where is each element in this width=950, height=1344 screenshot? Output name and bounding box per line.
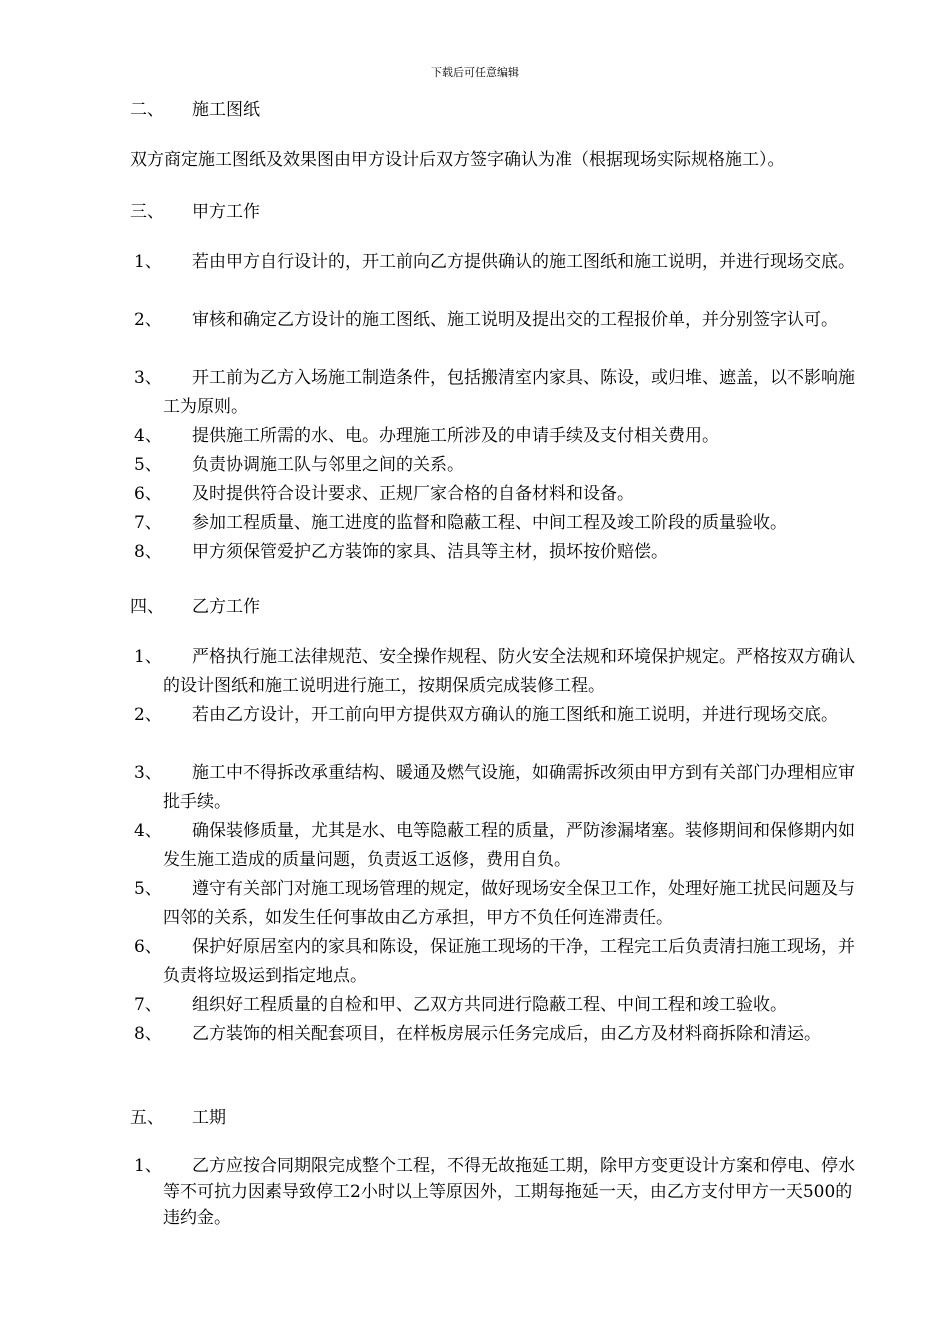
section-heading-party-a bbox=[130, 200, 260, 224]
item-number: 1、 bbox=[134, 1156, 162, 1176]
section-number: 二、 bbox=[130, 100, 164, 120]
item-number: 8、 bbox=[134, 542, 162, 562]
item-text: 开工前为乙方入场施工制造条件，包括搬清室内家具、陈设，或归堆、遮盖，以不影响施工为原则。 bbox=[163, 368, 855, 417]
item-text: 若由甲方自行设计的，开工前向乙方提供确认的施工图纸和施工说明，并进行现场交底。 bbox=[192, 252, 855, 272]
item-number: 6、 bbox=[134, 937, 162, 957]
section-number: 五、 bbox=[130, 1108, 164, 1128]
section-title: 乙方工作 bbox=[192, 597, 260, 617]
item-text: 组织好工程质量的自检和甲、乙双方共同进行隐蔽工程、中间工程和竣工验收。 bbox=[192, 995, 787, 1015]
item-number: 3、 bbox=[134, 368, 162, 388]
item-number: 2、 bbox=[134, 310, 162, 330]
item-number: 2、 bbox=[134, 705, 162, 725]
section-title: 施工图纸 bbox=[192, 100, 260, 120]
item-text: 乙方应按合同期限完成整个工程，不得无故拖延工期，除甲方变更设计方案和停电、停水等不可抗力因素导致停工2小时以上等原因外，工期每拖延一天，由乙方支付甲方一天500的违约金。 bbox=[163, 1156, 855, 1228]
item-text: 审核和确定乙方设计的施工图纸、施工说明及提出交的工程报价单，并分别签字认可。 bbox=[192, 310, 838, 330]
section-heading-drawings bbox=[130, 98, 260, 122]
item-number: 1、 bbox=[134, 252, 162, 272]
item-number: 5、 bbox=[134, 455, 162, 475]
item-number: 1、 bbox=[134, 647, 162, 667]
item-text: 若由乙方设计，开工前向甲方提供双方确认的施工图纸和施工说明，并进行现场交底。 bbox=[192, 705, 838, 725]
item-text: 乙方装饰的相关配套项目，在样板房展示任务完成后，由乙方及材料商拆除和清运。 bbox=[192, 1024, 821, 1044]
item-number: 6、 bbox=[134, 484, 162, 504]
section-title: 工期 bbox=[192, 1108, 226, 1128]
section-heading-schedule bbox=[130, 1106, 226, 1130]
item-text: 施工中不得拆改承重结构、暖通及燃气设施，如确需拆改须由甲方到有关部门办理相应审批手续。 bbox=[163, 763, 855, 812]
item-text: 负责协调施工队与邻里之间的关系。 bbox=[192, 455, 464, 475]
item-text: 及时提供符合设计要求、正规厂家合格的自备材料和设备。 bbox=[192, 484, 634, 504]
drawings-paragraph: 双方商定施工图纸及效果图由甲方设计后双方签字确认为准（根据现场实际规格施工）。 bbox=[130, 150, 785, 170]
item-text: 遵守有关部门对施工现场管理的规定，做好现场安全保卫工作，处理好施工扰民问题及与四邻的关系，如发生任何事故由乙方承担，甲方不负任何连滞责任。 bbox=[163, 879, 855, 928]
item-text: 甲方须保管爱护乙方装饰的家具、洁具等主材，损坏按价赔偿。 bbox=[192, 542, 668, 562]
page-header-note: 下载后可任意编辑 bbox=[431, 66, 519, 79]
item-number: 7、 bbox=[134, 513, 162, 533]
item-text: 参加工程质量、施工进度的监督和隐蔽工程、中间工程及竣工阶段的质量验收。 bbox=[192, 513, 787, 533]
item-number: 4、 bbox=[134, 426, 162, 446]
section-heading-party-b bbox=[130, 595, 260, 619]
item-number: 5、 bbox=[134, 879, 162, 899]
item-number: 3、 bbox=[134, 763, 162, 783]
item-text: 严格执行施工法律规范、安全操作规程、防火安全法规和环境保护规定。严格按双方确认的设计图纸和施工说明进行施工，按期保质完成装修工程。 bbox=[163, 647, 855, 696]
section-title: 甲方工作 bbox=[192, 202, 260, 222]
item-number: 4、 bbox=[134, 821, 162, 841]
item-number: 8、 bbox=[134, 1024, 162, 1044]
item-text: 保护好原居室内的家具和陈设，保证施工现场的干净，工程完工后负责清扫施工现场，并负责将垃圾运到指定地点。 bbox=[163, 937, 855, 986]
item-text: 确保装修质量，尤其是水、电等隐蔽工程的质量，严防渗漏堵塞。装修期间和保修期内如发生施工造成的质量问题，负责返工返修，费用自负。 bbox=[163, 821, 855, 870]
section-number: 四、 bbox=[130, 597, 164, 617]
item-number: 7、 bbox=[134, 995, 162, 1015]
section-number: 三、 bbox=[130, 202, 164, 222]
item-text: 提供施工所需的水、电。办理施工所涉及的申请手续及支付相关费用。 bbox=[192, 426, 719, 446]
